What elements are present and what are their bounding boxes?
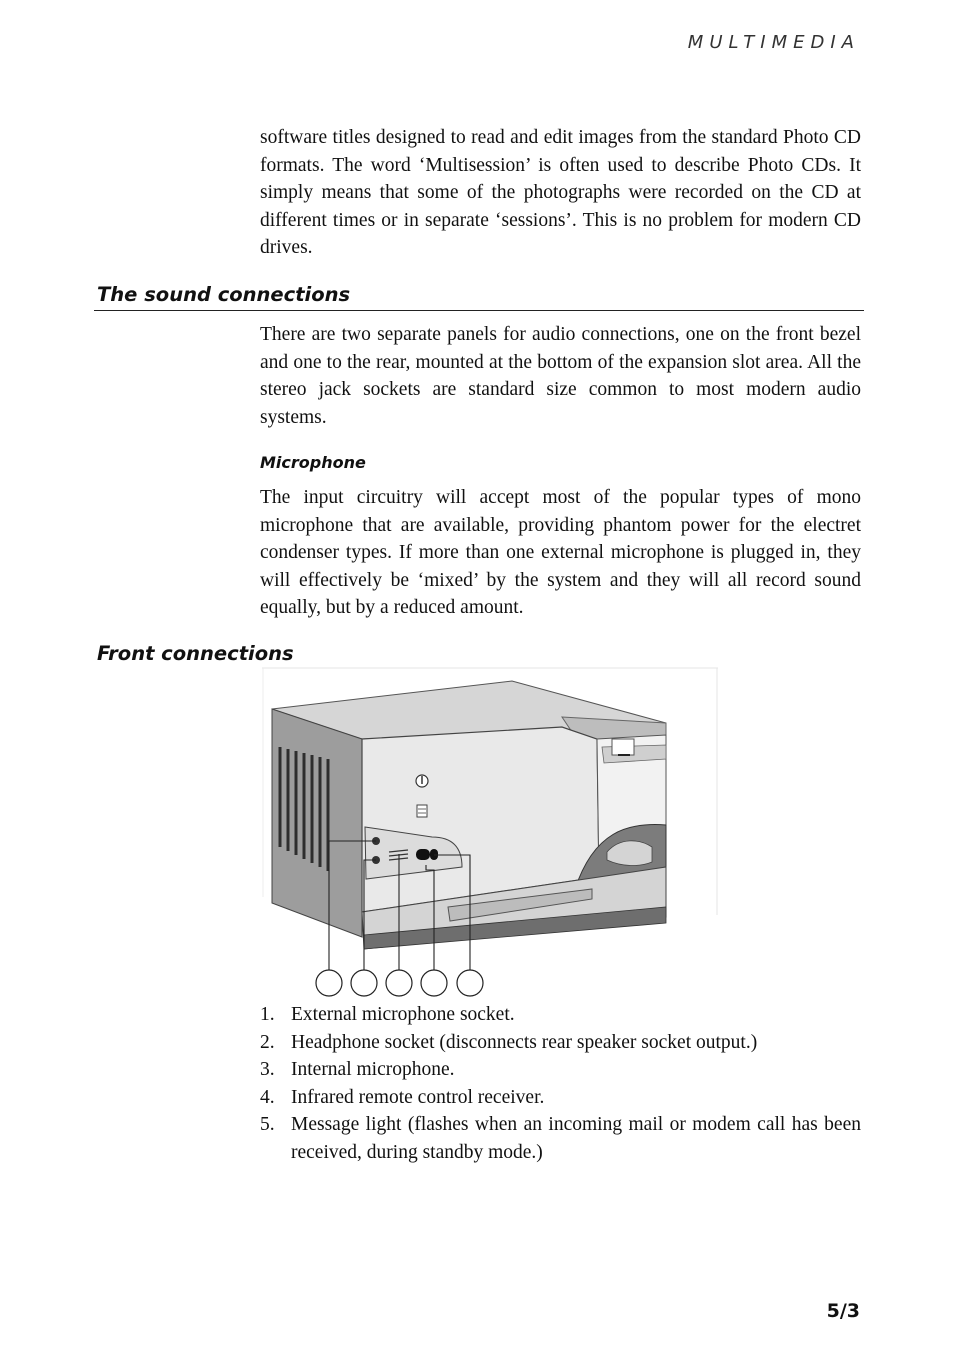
front-panel-illustration (262, 667, 722, 1002)
list-item-text: Headphone socket (disconnects rear speaker socket output.) (291, 1031, 758, 1053)
list-item-text: Infrared remote control receiver. (291, 1086, 545, 1108)
intro-paragraph: software titles designed to read and edit images from the standard Photo CD formats. The word ‘Multisession’ is often used to describe Photo CDs. It simply means that some of the photographs were recorded on the CD at different times or in separate ‘sessions’. This is no problem for modern CD drives. (260, 127, 861, 259)
list-item-number: 3. (260, 1059, 275, 1081)
list-item-text: Internal microphone. (291, 1059, 455, 1081)
list-item-number: 2. (260, 1031, 275, 1053)
subheading-microphone: Microphone (260, 453, 366, 472)
list-item-number: 1. (260, 1004, 275, 1025)
sound-paragraph: There are two separate panels for audio connections, one on the front bezel and one to the rear, mounted at the bottom of the expansion slot area. All the stereo jack sockets are standard size common to most modern audio systems. (260, 324, 861, 428)
page-number: 5/3 (826, 1300, 860, 1322)
section-divider (94, 310, 864, 311)
list-item (260, 1111, 861, 1166)
microphone-paragraph: The input circuitry will accept most of the popular types of mono microphone that are available, providing phantom power for the electret condenser types. If more than one external microphone is plugged in, they will effectively be ‘mixed’ by the system and they will all record sound equally, but by a reduced amount. (260, 487, 861, 619)
section-heading-sound-connections: The sound connections (97, 283, 351, 306)
connection-list (260, 1001, 861, 1167)
section-heading-front-connections: Front connections (97, 642, 294, 665)
list-item-text: Message light (flashes when an incoming mail or modem call has been received, during standby mode.) (291, 1114, 861, 1163)
list-item-number: 4. (260, 1086, 275, 1108)
callout-circles (316, 970, 483, 996)
list-item-text: External microphone socket. (291, 1004, 515, 1025)
list-item (260, 1056, 861, 1084)
list-item-number: 5. (260, 1114, 275, 1136)
list-item (260, 1001, 861, 1029)
list-item (260, 1084, 861, 1112)
list-item (260, 1029, 861, 1057)
running-head: MULTIMEDIA (687, 32, 860, 53)
